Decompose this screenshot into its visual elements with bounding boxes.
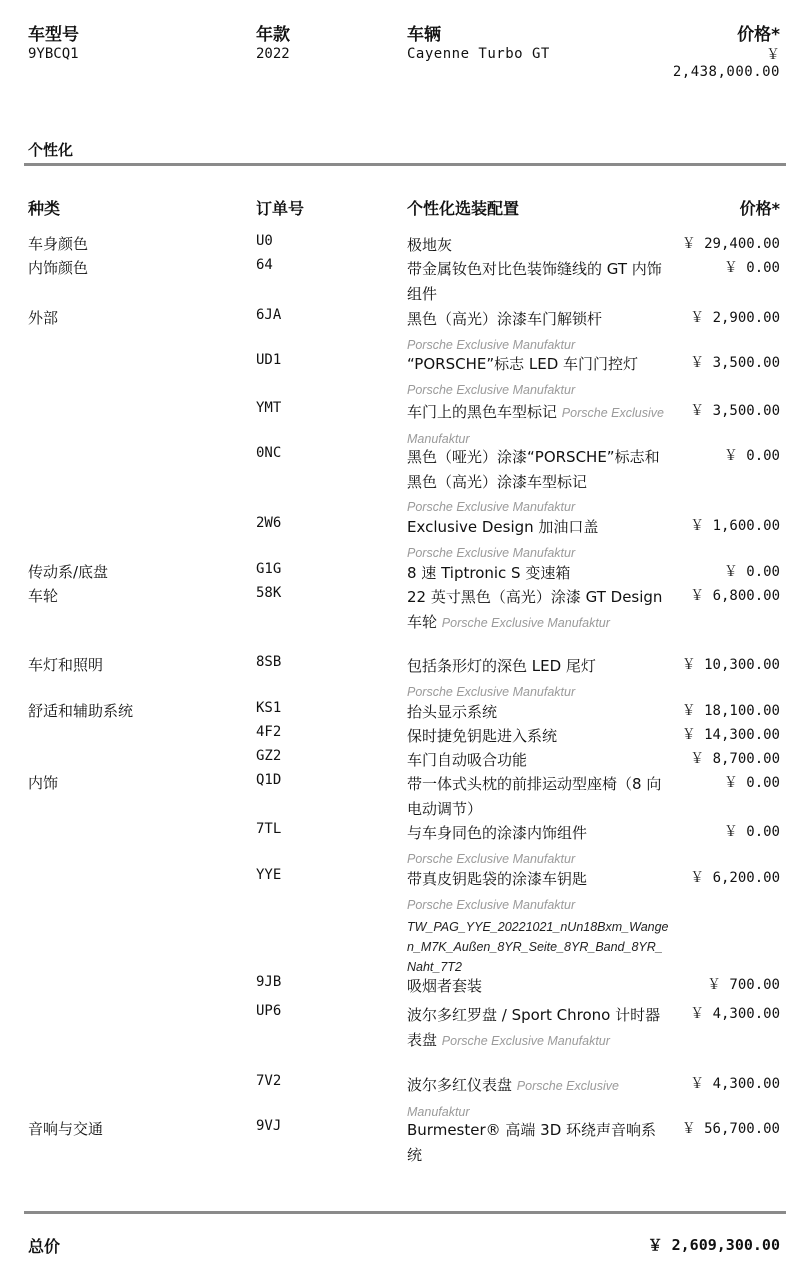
- row-code: UD1: [256, 352, 282, 368]
- row-price: ￥ 3,500.00: [690, 355, 780, 371]
- row-description: [407, 1073, 669, 1124]
- row-code: 7TL: [256, 821, 282, 837]
- row-note: Porsche Exclusive Manufaktur: [441, 1033, 610, 1048]
- row-price: ￥ 14,300.00: [681, 727, 780, 743]
- section-title: 个性化: [28, 141, 74, 159]
- currency-symbol: ￥: [766, 47, 780, 63]
- row-price: ￥ 700.00: [706, 977, 780, 993]
- row-desc-text: 22 英寸黑色（高光）涂漆 GT Design 车轮: [407, 588, 663, 631]
- row-desc-text: 波尔多红罗盘 / Sport Chrono 计时器表盘: [407, 1006, 661, 1049]
- row-desc-text: 带一体式头枕的前排运动型座椅（8 向电动调节）: [407, 775, 662, 818]
- row-price: ￥ 4,300.00: [690, 1076, 780, 1092]
- row-description: [407, 821, 669, 871]
- row-price: ￥ 10,300.00: [681, 657, 780, 673]
- row-price: ￥ 0.00: [723, 775, 780, 791]
- row-code: GZ2: [256, 748, 282, 764]
- row-desc-text: 带真皮钥匙袋的涂漆车钥匙: [407, 870, 588, 888]
- row-desc-text: 波尔多红仪表盘: [407, 1076, 513, 1094]
- row-note: Porsche Exclusive Manufaktur: [407, 500, 576, 514]
- col-header-price: 价格*: [739, 199, 780, 218]
- row-price: ￥ 3,500.00: [690, 403, 780, 419]
- row-code: 4F2: [256, 724, 282, 740]
- section-divider: [24, 163, 786, 166]
- row-category: 车身颜色: [28, 235, 89, 253]
- row-code: 0NC: [256, 445, 282, 461]
- row-desc-text: 黑色（哑光）涂漆“PORSCHE”标志和黑色（高光）涂漆车型标记: [407, 448, 660, 491]
- row-price: ￥ 0.00: [723, 824, 780, 840]
- row-desc-text: 保时捷免钥匙进入系统: [407, 727, 558, 745]
- row-category: 内饰颜色: [28, 259, 89, 277]
- row-code: YYE: [256, 867, 282, 883]
- row-price: ￥ 18,100.00: [681, 703, 780, 719]
- row-code: 2W6: [256, 515, 282, 531]
- row-description: [407, 515, 669, 565]
- row-description: [407, 748, 669, 773]
- row-price: ￥ 0.00: [723, 260, 780, 276]
- total-divider: [24, 1211, 786, 1214]
- row-note: Porsche Exclusive Manufaktur: [441, 615, 610, 630]
- row-desc-text: Exclusive Design 加油口盖: [407, 518, 599, 536]
- row-description: [407, 974, 669, 999]
- row-price: ￥ 2,900.00: [690, 310, 780, 326]
- row-desc-text: 黑色（高光）涂漆车门解锁杆: [407, 310, 603, 328]
- price-label: 价格*: [737, 25, 780, 45]
- row-code: Q1D: [256, 772, 282, 788]
- row-price: ￥ 6,800.00: [690, 588, 780, 604]
- row-description: [407, 1003, 669, 1053]
- row-note: Porsche Exclusive Manufaktur: [407, 382, 576, 397]
- row-category: 车灯和照明: [28, 656, 104, 674]
- row-note: Porsche Exclusive Manufaktur: [407, 897, 576, 912]
- col-header-category: 种类: [28, 199, 61, 218]
- row-price: ￥ 4,300.00: [690, 1006, 780, 1022]
- col-header-config: 个性化选装配置: [407, 199, 520, 218]
- row-desc-text: 与车身同色的涂漆内饰组件: [407, 824, 588, 842]
- row-description: [407, 700, 669, 725]
- row-code: U0: [256, 233, 273, 249]
- row-desc-text: “PORSCHE”标志 LED 车门门控灯: [407, 355, 639, 373]
- row-category: 传动系/底盘: [28, 563, 109, 581]
- row-category: 舒适和辅助系统: [28, 702, 134, 720]
- row-desc-text: 吸烟者套装: [407, 977, 483, 995]
- row-description: [407, 445, 669, 520]
- row-description: [407, 561, 669, 586]
- row-code: G1G: [256, 561, 282, 577]
- row-description: [407, 772, 669, 821]
- row-description: [407, 1118, 669, 1167]
- vehicle-name: Cayenne Turbo GT: [407, 46, 550, 62]
- model-code: 9YBCQ1: [28, 46, 79, 62]
- model-year: 2022: [256, 46, 290, 62]
- row-desc-text: 极地灰: [407, 236, 453, 254]
- row-code: 64: [256, 257, 273, 273]
- row-desc-text: Burmester® 高端 3D 环绕声音响系统: [407, 1121, 657, 1164]
- row-code: YMT: [256, 400, 282, 416]
- row-description: [407, 654, 669, 704]
- col-header-order-no: 订单号: [256, 199, 305, 218]
- row-source-code: TW_PAG_YYE_20221021_nUn18Bxm_Wangen_M7K_Außen_8YR_Seite_8YR_Band_8YR_Naht_7T2: [407, 920, 669, 974]
- row-price: ￥ 1,600.00: [690, 518, 780, 534]
- row-desc-text: 抬头显示系统: [407, 703, 498, 721]
- base-price: 2,438,000.00: [672, 64, 780, 80]
- row-code: 9VJ: [256, 1118, 282, 1134]
- row-category: 音响与交通: [28, 1120, 104, 1138]
- row-desc-text: 车门上的黑色车型标记: [407, 403, 558, 421]
- model-code-label: 车型号: [28, 25, 79, 45]
- row-note: Porsche Exclusive Manufaktur: [407, 684, 576, 699]
- row-desc-text: 包括条形灯的深色 LED 尾灯: [407, 657, 596, 675]
- row-category: 外部: [28, 309, 59, 327]
- row-code: 6JA: [256, 307, 282, 323]
- row-note: Porsche Exclusive Manufaktur: [407, 406, 664, 446]
- row-category: 车轮: [28, 587, 59, 605]
- total-value: ￥ 2,609,300.00: [647, 1236, 780, 1254]
- row-code: 8SB: [256, 654, 282, 670]
- row-code: 7V2: [256, 1073, 282, 1089]
- row-code: KS1: [256, 700, 282, 716]
- row-desc-text: 带金属钕色对比色装饰缝线的 GT 内饰组件: [407, 260, 662, 303]
- row-code: 58K: [256, 585, 282, 601]
- row-description: [407, 307, 669, 357]
- row-description: [407, 352, 669, 402]
- vehicle-label: 车辆: [407, 25, 441, 45]
- row-price: ￥ 56,700.00: [681, 1121, 780, 1137]
- model-year-label: 年款: [256, 25, 290, 45]
- row-desc-text: 车门自动吸合功能: [407, 751, 528, 769]
- row-description: [407, 257, 669, 306]
- row-description: [407, 867, 669, 977]
- row-price: ￥ 0.00: [723, 448, 780, 464]
- row-description: [407, 585, 669, 635]
- row-price: ￥ 6,200.00: [690, 870, 780, 886]
- row-note: Porsche Exclusive Manufaktur: [407, 851, 576, 866]
- row-note: Porsche Exclusive Manufaktur: [407, 1079, 619, 1119]
- total-label: 总价: [28, 1237, 61, 1256]
- row-price: ￥ 8,700.00: [690, 751, 780, 767]
- row-description: [407, 233, 669, 258]
- row-note: Porsche Exclusive Manufaktur: [407, 337, 576, 352]
- row-price: ￥ 29,400.00: [681, 236, 780, 252]
- row-note: Porsche Exclusive Manufaktur: [407, 545, 576, 560]
- row-price: ￥ 0.00: [723, 564, 780, 580]
- row-code: UP6: [256, 1003, 282, 1019]
- row-description: [407, 724, 669, 749]
- row-code: 9JB: [256, 974, 282, 990]
- row-description: [407, 400, 669, 451]
- row-desc-text: 8 速 Tiptronic S 变速箱: [407, 564, 571, 582]
- row-category: 内饰: [28, 774, 59, 792]
